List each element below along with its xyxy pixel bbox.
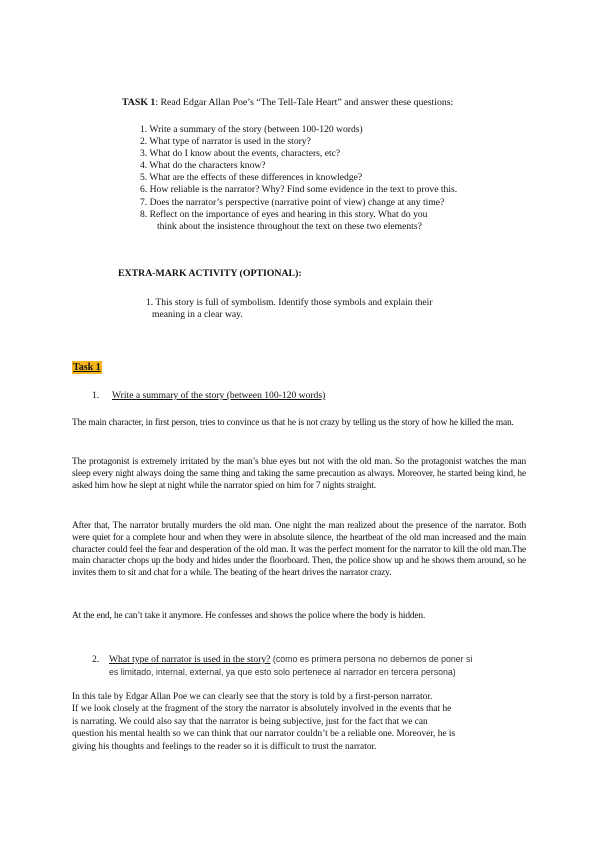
task-label: TASK 1 xyxy=(122,97,156,108)
question-item: 7. Does the narrator’s perspective (narrative point of view) change at any time? xyxy=(140,196,445,208)
answer1-question-text: Write a summary of the story (between 100-120 words) xyxy=(112,390,326,401)
question-item: 8. Reflect on the importance of eyes and hearing in this story. What do you xyxy=(140,208,428,220)
task1-heading: Task 1 xyxy=(73,362,101,373)
answer2-note: (como es primera persona no debemos de poner si xyxy=(270,654,473,664)
answer2-question xyxy=(92,653,532,678)
question-list xyxy=(140,124,457,233)
answer1-paragraph: At the end, he can’t take it anymore. He confesses and shows the police where the body is hidden. xyxy=(72,611,426,621)
extra-item-line: 1. This story is full of symbolism. Identify those symbols and explain their xyxy=(146,297,433,308)
question-item: 3. What do I know about the events, characters, etc? xyxy=(140,148,341,160)
answer2-line: is narrating. We could also say that the narrator is being subjective, just for the fact that we can xyxy=(72,716,428,727)
answer1-question xyxy=(92,390,325,401)
answer2-line: If we look closely at the fragment of the story the narrator is absolutely involved in the events that he xyxy=(72,704,452,715)
extra-activity-item xyxy=(146,297,433,321)
answer2-question-line xyxy=(92,653,532,666)
extra-activity-title: EXTRA-MARK ACTIVITY (OPTIONAL): xyxy=(118,268,302,279)
answer1-paragraph: The protagonist is extremely irritated by the man’s blue eyes but not with the old man. So the protagonist watches the man sleep every night always doing the same thing and taking the same precaution as always. Moreover, he started being kind, he asked him how he slept at night while the narrator spied on him for 7 nights straight. xyxy=(72,457,526,491)
question-item-continuation: think about the insistence throughout the text on these two elements? xyxy=(157,220,422,232)
question-item: 2. What type of narrator is used in the story? xyxy=(140,136,311,148)
extra-item-line: meaning in a clear way. xyxy=(152,309,243,321)
answer2-note-continuation: es limitado, internal, external, ya que esto solo pertenece al narrador en tercera persona) xyxy=(109,667,456,678)
task-instruction xyxy=(122,97,453,109)
answer1-number: 1. xyxy=(92,390,100,401)
answer2-question-text: What type of narrator is used in the story? xyxy=(109,654,271,665)
answer2-line: giving his thoughts and feelings to the reader so it is difficult to trust the narrator. xyxy=(72,741,377,752)
answer2-paragraph xyxy=(72,691,532,753)
answer1-paragraph: The main character, in first person, tries to convince us that he is not crazy by telling us the story of how he killed the man. xyxy=(72,418,514,428)
answer2-line: question his mental health so we can think that our narrator couldn’t be a reliable one. Moreover, he is xyxy=(72,729,456,740)
answer2-number: 2. xyxy=(92,654,100,665)
question-item: 5. What are the effects of these differences in knowledge? xyxy=(140,172,363,184)
task-instruction-text: : Read Edgar Allan Poe’s “The Tell-Tale Heart” and answer these questions: xyxy=(155,97,454,108)
question-item: 1. Write a summary of the story (between 100-120 words) xyxy=(140,124,363,135)
question-item: 4. What do the characters know? xyxy=(140,160,266,172)
question-item: 6. How reliable is the narrator? Why? Find some evidence in the text to prove this. xyxy=(140,184,458,196)
answer2-line: In this tale by Edgar Allan Poe we can clearly see that the story is told by a first-person narrator. xyxy=(72,692,433,702)
answer1-paragraph: After that, The narrator brutally murders the old man. One night the man realized about the presence of the narrator. Both were quiet for a complete hour and when they were in absolute silence, the heartbeat of the old man increased and the main character could feel the fear and desperation of the old man. It was the perfect moment for the narrator to kill the old man.The main character chops up the body and hides under the floorboard. Then, the police show up and he shows them around, so he invites them to sit and chat for a while. The beating of the heart drives the narrator crazy. xyxy=(72,521,526,579)
